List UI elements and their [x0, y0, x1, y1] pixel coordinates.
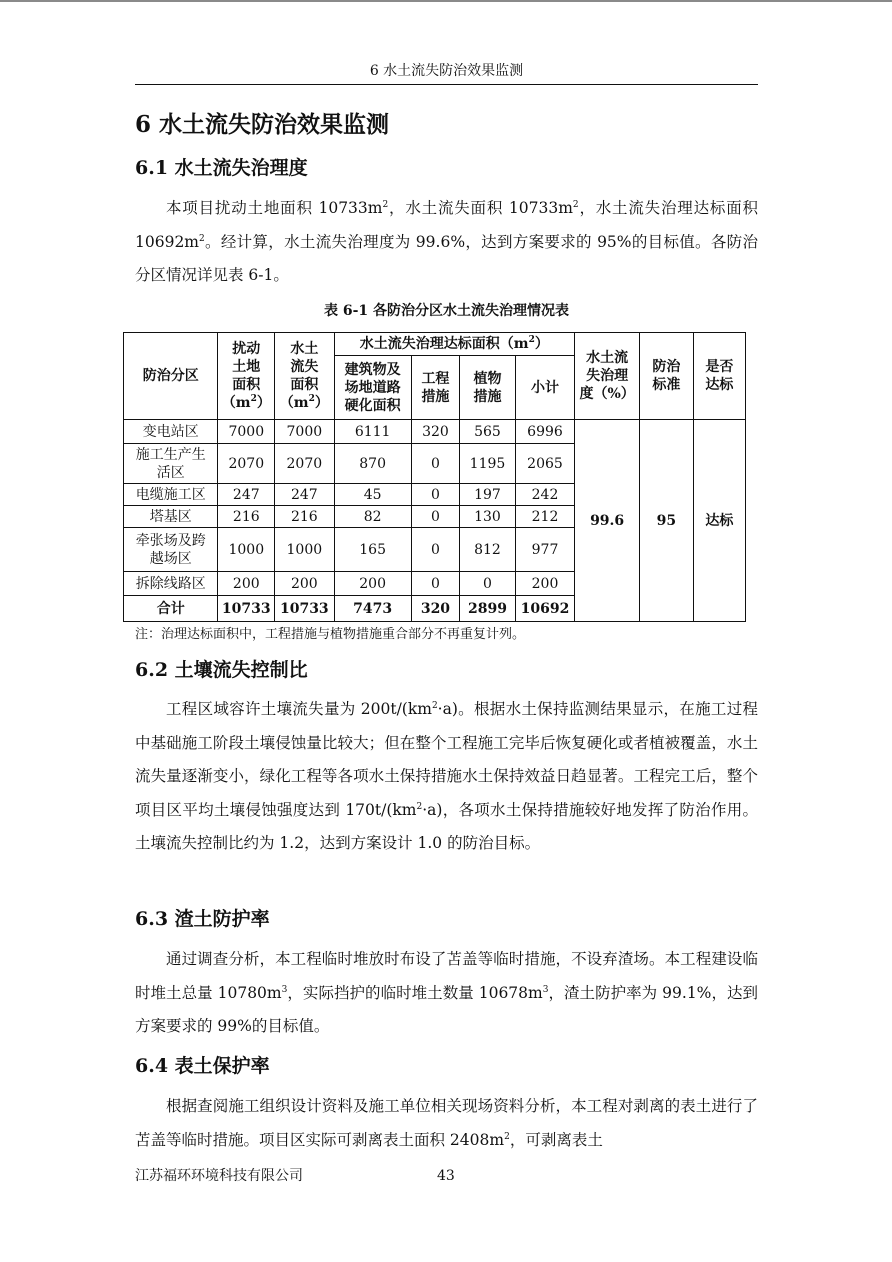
superscript: 2 [504, 1131, 510, 1142]
disturbed-cell: 1000 [218, 528, 275, 572]
header-line: 土地 [232, 359, 261, 375]
running-header: 6 水土流失防治效果监测 [369, 63, 524, 79]
superscript: 2 [528, 335, 535, 345]
standard-cell: 95 [640, 420, 694, 622]
table-caption: 表 6-1 各防治分区水土流失治理情况表 [323, 303, 570, 319]
text-run: 根据查阅施工组织设计资料及施工单位相关现场资料分析，本工程对剥离的表土进行了苫盖等临时措施。项目区实际可剥离表土面积 2408m [135, 1097, 758, 1149]
zone-line: 活区 [156, 464, 185, 481]
superscript: 2 [416, 801, 423, 812]
header-disturbed-area [218, 333, 275, 420]
engineering-cell: 0 [411, 528, 459, 572]
total-engineering-cell: 320 [411, 596, 459, 622]
header-line: 工程 [421, 370, 450, 387]
superscript: 2 [250, 394, 257, 404]
company-name: 江苏福环环境科技有限公司 [135, 1168, 303, 1184]
page-top-border [0, 0, 892, 2]
disturbed-cell: 216 [218, 506, 275, 528]
zone-treatment-table [123, 332, 746, 622]
engineering-cell: 320 [411, 420, 459, 444]
header-plant [460, 356, 516, 420]
plant-cell: 197 [460, 484, 516, 506]
header-building [334, 356, 411, 420]
superscript: 2 [572, 200, 579, 210]
text-run: ，可剥离表土 [509, 1130, 603, 1149]
header-line: （m [279, 395, 309, 411]
engineering-cell: 0 [411, 572, 459, 596]
header-line: 水土流 [586, 350, 629, 366]
header-treatment-degree [575, 333, 640, 420]
zone-line: 牵张场及跨 [135, 532, 206, 549]
building-cell: 870 [334, 444, 411, 484]
superscript: 2 [308, 394, 315, 404]
building-cell: 82 [334, 506, 411, 528]
section-6-1-title: 6.1 水土流失治理度 [135, 157, 308, 179]
section-6-1-paragraph [135, 192, 758, 293]
total-plant-cell: 2899 [460, 596, 516, 622]
zone-cell: 拆除线路区 [124, 572, 218, 596]
erosion-cell: 2070 [275, 444, 334, 484]
subtotal-cell: 212 [515, 506, 574, 528]
header-line: （m [221, 395, 251, 411]
subtotal-cell: 242 [515, 484, 574, 506]
erosion-cell: 7000 [275, 420, 334, 444]
superscript: 3 [542, 984, 549, 995]
building-cell: 6111 [334, 420, 411, 444]
table-row [124, 420, 746, 444]
disturbed-cell: 2070 [218, 444, 275, 484]
header-line: 水土流失治理达标面积（m [359, 336, 529, 352]
superscript: 3 [281, 984, 288, 995]
table-header-row [124, 333, 746, 356]
text-run: ·a)，各项水土保持措施较好地发挥了防治作用。土壤流失控制比约为 1.2，达到方案设计 1.0 的防治目标。 [135, 800, 759, 852]
superscript: 2 [382, 200, 389, 210]
header-line: 防治 [652, 359, 681, 375]
header-zone: 防治分区 [124, 333, 218, 420]
page-number: 43 [437, 1168, 455, 1184]
text-run: ，实际挡护的临时堆土数量 10678m [287, 983, 543, 1002]
table-note: 注：治理达标面积中，工程措施与植物措施重合部分不再重复计列。 [135, 627, 526, 642]
header-line: 建筑物及 [344, 361, 401, 378]
section-6-2-title: 6.2 土壤流失控制比 [135, 659, 308, 681]
header-line: 水土 [290, 341, 319, 357]
engineering-cell: 0 [411, 444, 459, 484]
subtotal-cell: 977 [515, 528, 574, 572]
subtotal-cell: 2065 [515, 444, 574, 484]
plant-cell: 130 [460, 506, 516, 528]
text-run: ，水土流失面积 10733m [388, 199, 573, 217]
text-run: ·a)。根据水土保持监测结果显示，在施工过程中基础施工阶段土壤侵蚀量比较大；但在整个工程施工完毕后恢复硬化或者植被覆盖，水土流失量逐渐变小，绿化工程等各项水土保持措施水土保持效益日趋显著。工程完工后，整个项目区平均土壤侵蚀强度达到 170t/(km [135, 700, 758, 819]
zone-cell: 电缆施工区 [124, 484, 218, 506]
text-run: 。经计算，水土流失治理度为 99.6%，达到方案要求的 95%的目标值。各防治分区情况详见表 6-1。 [135, 232, 758, 284]
disturbed-cell: 200 [218, 572, 275, 596]
plant-cell: 812 [460, 528, 516, 572]
zone-line: 越场区 [149, 550, 192, 567]
header-line: ） [256, 395, 271, 411]
building-cell: 45 [334, 484, 411, 506]
section-6-3-paragraph [135, 943, 758, 1044]
engineering-cell: 0 [411, 506, 459, 528]
header-line: 措施 [473, 388, 502, 405]
header-line: ） [534, 336, 549, 352]
header-line: 场地道路 [344, 379, 401, 396]
total-erosion-cell: 10733 [275, 596, 334, 622]
erosion-cell: 200 [275, 572, 334, 596]
header-engineering [411, 356, 459, 420]
disturbed-cell: 247 [218, 484, 275, 506]
text-run: 本项目扰动土地面积 10733m [166, 199, 383, 217]
subtotal-cell: 6996 [515, 420, 574, 444]
total-disturbed-cell: 10733 [218, 596, 275, 622]
erosion-cell: 216 [275, 506, 334, 528]
zone-cell: 塔基区 [124, 506, 218, 528]
header-line: 面积 [290, 377, 319, 393]
header-line: 流失 [290, 359, 319, 375]
superscript: 2 [199, 233, 205, 244]
zone-cell [124, 444, 218, 484]
plant-cell: 1195 [460, 444, 516, 484]
header-line: ） [314, 395, 329, 411]
total-building-cell: 7473 [334, 596, 411, 622]
header-treated-area-group [334, 333, 575, 356]
plant-cell: 0 [460, 572, 516, 596]
header-line: 面积 [232, 377, 261, 393]
zone-cell [124, 528, 218, 572]
zone-cell: 变电站区 [124, 420, 218, 444]
disturbed-cell: 7000 [218, 420, 275, 444]
header-line: 度（%） [579, 386, 635, 402]
plant-cell: 565 [460, 420, 516, 444]
text-run: ，水土流失治理达标面积 10692m [135, 199, 758, 251]
erosion-cell: 247 [275, 484, 334, 506]
header-standard [640, 333, 694, 420]
section-6-4-paragraph [135, 1090, 758, 1157]
text-run: 工程区域容许土壤流失量为 200t/(km [166, 700, 432, 718]
chapter-title: 6 水土流失防治效果监测 [135, 111, 390, 138]
header-line: 达标 [705, 377, 734, 393]
building-cell: 165 [334, 528, 411, 572]
subtotal-cell: 200 [515, 572, 574, 596]
header-line: 措施 [421, 388, 450, 405]
header-line: 扰动 [232, 341, 261, 357]
header-rule [135, 84, 758, 85]
header-line: 硬化面积 [344, 397, 401, 414]
section-6-2-paragraph [135, 693, 758, 861]
superscript: 2 [431, 701, 438, 711]
building-cell: 200 [334, 572, 411, 596]
header-line: 失治理 [586, 368, 629, 384]
reached-cell: 达标 [693, 420, 745, 622]
total-subtotal-cell: 10692 [515, 596, 574, 622]
section-6-4-title: 6.4 表土保护率 [135, 1055, 270, 1077]
header-reached [693, 333, 745, 420]
header-subtotal: 小计 [515, 356, 574, 420]
header-line: 是否 [705, 359, 734, 375]
text-run: ，渣土防护率为 99.1%，达到方案要求的 99%的目标值。 [135, 983, 759, 1035]
header-line: 植物 [473, 370, 502, 387]
zone-line: 施工生产生 [135, 446, 206, 463]
total-label-cell: 合计 [124, 596, 218, 622]
header-erosion-area [275, 333, 334, 420]
header-line: 标准 [652, 377, 681, 393]
text-run: 通过调查分析，本工程临时堆放时布设了苫盖等临时措施，不设弃渣场。本工程建设临时堆土总量 10780m [135, 950, 758, 1002]
engineering-cell: 0 [411, 484, 459, 506]
erosion-cell: 1000 [275, 528, 334, 572]
treatment-degree-cell: 99.6 [575, 420, 640, 622]
section-6-3-title: 6.3 渣土防护率 [135, 908, 270, 930]
